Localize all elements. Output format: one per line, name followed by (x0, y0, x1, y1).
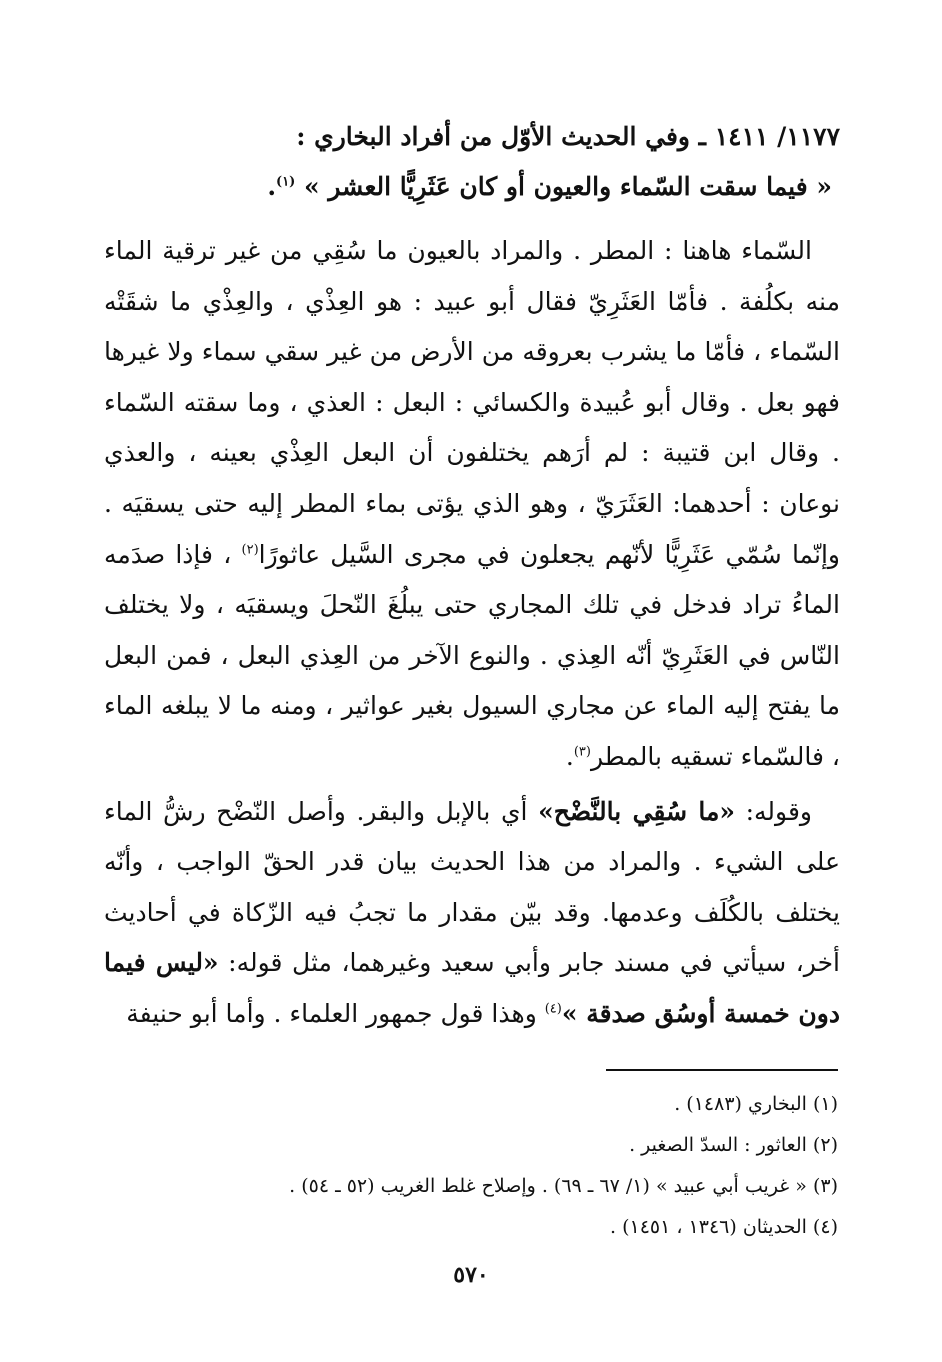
commentary-body (104, 226, 840, 1040)
footnote-ref: (٣) (573, 744, 591, 760)
hadith-number-title: ١١٧٧/ ١٤١١ ـ وفي الحديث الأوّل من أفراد البخاري : (296, 122, 840, 151)
footnote-3: (٣) « غريب أبي عبيد » (١/ ٦٧ ـ ٦٩) . وإصلاح غلط الغريب (٥٢ ـ ٥٤) . (289, 1175, 838, 1197)
footnote-1: (١) البخاري (١٤٨٣) . (674, 1093, 838, 1115)
page-number: ٥٧٠ (453, 1262, 489, 1288)
footnote-ref: (٢) (241, 542, 259, 558)
footnote-ref: (٤) (544, 1001, 562, 1017)
hadith-heading (104, 112, 840, 212)
footnotes (102, 1084, 838, 1248)
paragraph-1-text-b: ، فإذا صدَمه الماءُ تراد فدخل في تلك المجاري حتى يبلُغَ النّحلَ ويسقيَه ، ولا يختلف النّاس في العَثَرِيّ أنّه العِذي . والنوع الآخر من العِذي البعل ، فمن البعل ما يفتح إليه الماء عن مجاري السيول بغير عواثير ، ومنه ما لا يبلغه الماء ، فالسّماء تسقيه بالمطر (104, 539, 840, 771)
hadith-quote: « فيما سقت السّماء والعيون أو كان عَثَرِيًّا العشر » (304, 172, 832, 201)
paragraph-2-text-a: وقوله: (735, 796, 812, 826)
paragraph-2-text-c: وهذا قول جمهور العلماء . وأما أبو حنيفة (126, 998, 545, 1028)
footnote-ref: (١) (276, 174, 296, 190)
paragraph-1 (104, 226, 840, 783)
quoted-phrase: «ما سُقِي بالنَّضْح» (538, 796, 736, 826)
paragraph-2 (104, 787, 840, 1040)
footnote-divider (606, 1069, 838, 1071)
paragraph-1-text-a: السّماء هاهنا : المطر . والمراد بالعيون ما سُقِي من غير ترقية الماء منه بكلُفة . فأمّا العَثَرِيّ فقال أبو عبيد : هو العِذْي ، والعِذْي ما شقَتْه السّماء ، فأمّا ما يشرب بعروقه من الأرض من غير سقي سماء ولا غيرها فهو بعل . وقال أبو عُبيدة والكسائي : البعل : العذي ، وما سقته السّماء . وقال ابن قتيبة : لم أرَهم يختلفون أن البعل العِذْي بعينه ، والعذي نوعان : أحدهما: العَثَرَيّ ، وهو الذي يؤتى بماء المطر إليه حتى يسقيَه . وإنّما سُمّي عَثَرِيًّا لأنّهم يجعلون في مجرى السَّيل عاثورًا (104, 236, 840, 569)
footnote-4: (٤) الحديثان (١٣٤٦ ، ١٤٥١) . (610, 1216, 838, 1238)
footnote-2: (٢) العاثور : السدّ الصغير . (629, 1134, 838, 1156)
paragraph-2-text-b: أي بالإبل والبقر. وأصل النّضْح رشُّ الماء على الشيء . والمراد من هذا الحديث بيان قدر الحقّ الواجب ، وأنّه يختلف بالكُلَف وعدمها. وقد بيّن مقدار ما تجبُ فيه الزّكاة في أحاديث أخر، سيأتي في مسند جابر وأبي سعيد وغيرهما، مثل قوله: (104, 796, 840, 978)
quoted-hadith: «ليس فيما دون خمسة أوسُق صدقة » (104, 948, 840, 1028)
hadith-text: « فيما سقت السّماء والعيون أو كان عَثَرِيًّا العشر » $^{(١)}$. (267, 172, 832, 201)
paragraph-1-end: . (565, 741, 574, 771)
